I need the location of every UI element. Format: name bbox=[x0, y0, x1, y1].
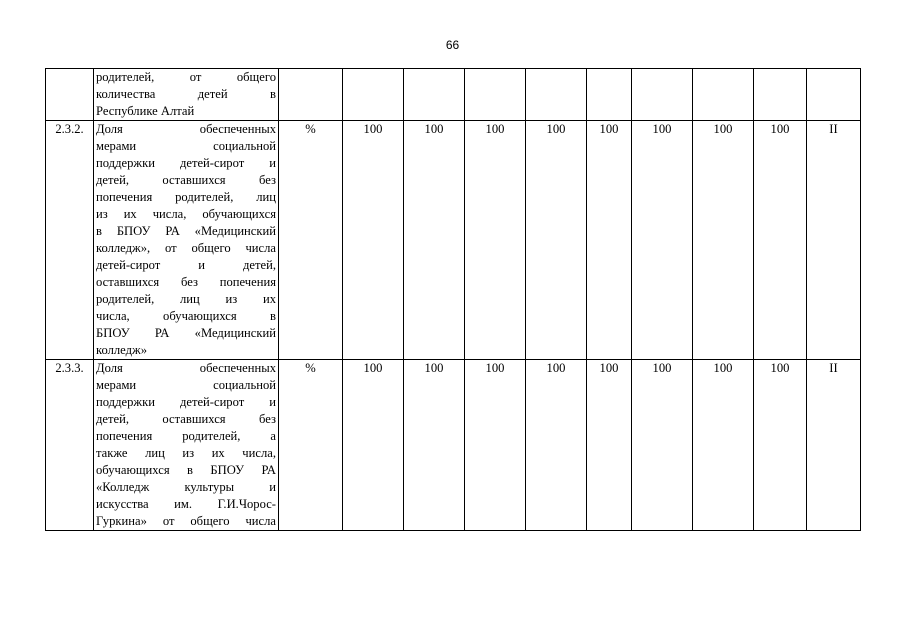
value-cell bbox=[526, 69, 587, 121]
description-line: колледж» bbox=[96, 343, 148, 357]
description-line: поддержки детей-сирот и bbox=[96, 395, 276, 409]
value-cell: 100 bbox=[587, 360, 632, 531]
value-cell: 100 bbox=[693, 121, 754, 360]
description-line: Доля обеспеченных bbox=[96, 122, 276, 136]
description-line: в БПОУ РА «Медицинский bbox=[96, 224, 276, 238]
indicator-description bbox=[94, 360, 279, 531]
page-number: 66 bbox=[445, 38, 460, 52]
value-cell: 100 bbox=[465, 121, 526, 360]
description-line: родителей, лиц из их bbox=[96, 292, 276, 306]
value-cell: 100 bbox=[587, 121, 632, 360]
description-line: оставшихся без попечения bbox=[96, 275, 276, 289]
description-line: Республике Алтай bbox=[96, 104, 195, 118]
description-line: попечения родителей, а bbox=[96, 429, 276, 443]
value-cell: 100 bbox=[693, 360, 754, 531]
description-line: из их числа, обучающихся bbox=[96, 207, 276, 221]
value-cell: 100 bbox=[343, 121, 404, 360]
row-number-cell: 2.3.3. bbox=[46, 360, 94, 531]
indicator-description bbox=[94, 69, 279, 121]
value-cell: II bbox=[807, 360, 861, 531]
description-line: БПОУ РА «Медицинский bbox=[96, 326, 276, 340]
description-line: искусства им. Г.И.Чорос- bbox=[96, 497, 276, 511]
description-line: родителей, от общего bbox=[96, 70, 276, 84]
value-cell: 100 bbox=[754, 121, 807, 360]
value-cell bbox=[343, 69, 404, 121]
value-cell bbox=[754, 69, 807, 121]
value-cell bbox=[465, 69, 526, 121]
description-line: мерами социальной bbox=[96, 139, 276, 153]
description-line: Доля обеспеченных bbox=[96, 361, 276, 375]
description-line: обучающихся в БПОУ РА bbox=[96, 463, 276, 477]
unit-cell bbox=[279, 69, 343, 121]
table-row bbox=[46, 69, 861, 121]
value-cell: 100 bbox=[465, 360, 526, 531]
value-cell bbox=[807, 69, 861, 121]
table-row bbox=[46, 360, 861, 531]
description-line: колледж», от общего числа bbox=[96, 241, 276, 255]
value-cell: 100 bbox=[404, 121, 465, 360]
value-cell bbox=[632, 69, 693, 121]
description-line: детей-сирот и детей, bbox=[96, 258, 276, 272]
description-line: попечения родителей, лиц bbox=[96, 190, 276, 204]
description-line: количества детей в bbox=[96, 87, 276, 101]
indicator-table bbox=[45, 68, 861, 531]
description-line: также лиц из их числа, bbox=[96, 446, 276, 460]
value-cell: 100 bbox=[343, 360, 404, 531]
table-row bbox=[46, 121, 861, 360]
value-cell: 100 bbox=[632, 360, 693, 531]
value-cell: 100 bbox=[526, 121, 587, 360]
value-cell: 100 bbox=[632, 121, 693, 360]
description-line: поддержки детей-сирот и bbox=[96, 156, 276, 170]
description-line: числа, обучающихся в bbox=[96, 309, 276, 323]
value-cell bbox=[587, 69, 632, 121]
description-line: детей, оставшихся без bbox=[96, 412, 276, 426]
unit-cell: % bbox=[279, 360, 343, 531]
value-cell: 100 bbox=[404, 360, 465, 531]
value-cell bbox=[404, 69, 465, 121]
value-cell bbox=[693, 69, 754, 121]
indicator-description bbox=[94, 121, 279, 360]
description-line: мерами социальной bbox=[96, 378, 276, 392]
value-cell: 100 bbox=[526, 360, 587, 531]
value-cell: 100 bbox=[754, 360, 807, 531]
value-cell: II bbox=[807, 121, 861, 360]
unit-cell: % bbox=[279, 121, 343, 360]
description-line: Гуркина» от общего числа bbox=[96, 514, 276, 528]
description-line: «Колледж культуры и bbox=[96, 480, 276, 494]
description-line: детей, оставшихся без bbox=[96, 173, 276, 187]
row-number-cell: 2.3.2. bbox=[46, 121, 94, 360]
row-number-cell bbox=[46, 69, 94, 121]
